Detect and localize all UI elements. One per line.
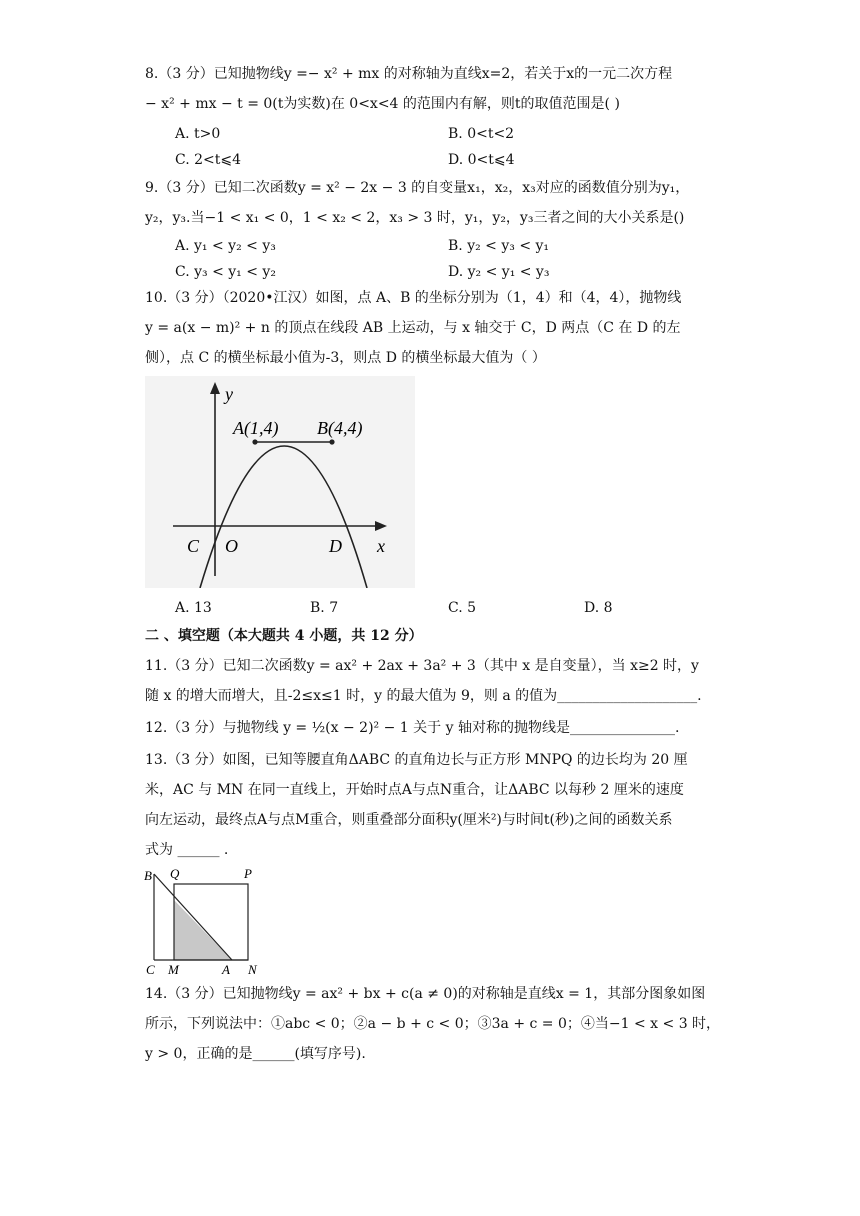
q9-option-b: B. y₂ < y₃ < y₁ [448, 238, 550, 254]
q8-option-d: D. 0<t⩽4 [448, 152, 515, 168]
q9-option-c: C. y₃ < y₁ < y₂ [175, 264, 276, 280]
y-axis-label: y [225, 384, 233, 404]
q8-line1: 8.（3 分）已知抛物线y =− x² + mx 的对称轴为直线x=2，若关于x的一元二次方程 [145, 66, 673, 82]
q10-line2: y = a(x − m)² + n 的顶点在线段 AB 上运动，与 x 轴交于 C，D 两点（C 在 D 的左 [145, 320, 681, 336]
section-heading-fill-in: 二 、填空题（本大题共 4 小题，共 12 分） [145, 628, 423, 644]
label-n: N [248, 962, 257, 977]
label-o: O [225, 536, 238, 556]
q10-option-a: A. 13 [175, 600, 212, 616]
label-p: P [244, 866, 252, 881]
q10-option-c: C. 5 [448, 600, 477, 616]
q9-line2: y₂，y₃.当−1 < x₁ < 0，1 < x₂ < 2，x₃ > 3 时，y₁，y₂，y₃三者之间的大小关系是() [145, 210, 685, 226]
q14-line1: 14.（3 分）已知抛物线y = ax² + bx + c(a ≠ 0)的对称轴是直线x = 1，其部分图象如图 [145, 986, 706, 1002]
q10-line3: 侧），点 C 的横坐标最小值为-3，则点 D 的横坐标最大值为（ ） [145, 350, 546, 366]
q13-line3: 向左运动，最终点A与点M重合，则重叠部分面积y(厘米²)与时间t(秒)之间的函数关系 [145, 812, 673, 828]
label-b: B(4,4) [317, 418, 363, 438]
q14-line2: 所示，下列说法中：①abc < 0；②a − b + c < 0；③3a + c = 0；④当−1 < x < 3 时， [145, 1016, 721, 1032]
label-b: B [144, 868, 152, 883]
q8-line2: − x² + mx − t = 0(t为实数)在 0<x<4 的范围内有解，则t的取值范围是( ) [145, 96, 620, 112]
q13-line1: 13.（3 分）如图，已知等腰直角ΔABC 的直角边长与正方形 MNPQ 的边长均为 20 厘 [145, 752, 688, 768]
q13-triangle-square-figure [140, 864, 270, 978]
point-a [252, 439, 257, 444]
q10-option-d: D. 8 [584, 600, 613, 616]
point-b [329, 439, 334, 444]
q13-line4: 式为 ______ . [145, 842, 229, 858]
q11-line2: 随 x 的增大而增大，且-2≤x≤1 时，y 的最大值为 9，则 a 的值为____________________. [145, 688, 702, 704]
q13-line2: 米，AC 与 MN 在同一直线上，开始时点A与点N重合，让ΔABC 以每秒 2 厘米的速度 [145, 782, 684, 798]
q9-option-d: D. y₂ < y₁ < y₃ [448, 264, 550, 280]
label-a: A [222, 962, 230, 977]
q10-parabola-figure [145, 376, 415, 588]
q8-option-c: C. 2<t⩽4 [175, 152, 242, 168]
label-q: Q [170, 866, 180, 881]
q10-line1: 10.（3 分）（2020•江汉）如图，点 A、B 的坐标分别为（1，4）和（4，4），抛物线 [145, 290, 682, 306]
q9-line1: 9.（3 分）已知二次函数y = x² − 2x − 3 的自变量x₁，x₂，x₃对应的函数值分别为y₁， [145, 180, 690, 196]
q12-line1: 12.（3 分）与抛物线 y = ½(x − 2)² − 1 关于 y 轴对称的抛物线是_______________. [145, 720, 680, 736]
q10-option-b: B. 7 [310, 600, 339, 616]
q14-line3: y > 0，正确的是______(填写序号). [145, 1046, 366, 1062]
q8-option-a: A. t>0 [175, 126, 221, 142]
q11-line1: 11.（3 分）已知二次函数y = ax² + 2ax + 3a² + 3（其中 x 是自变量），当 x≥2 时，y [145, 658, 699, 674]
figure-background [145, 376, 415, 588]
q9-option-a: A. y₁ < y₂ < y₃ [175, 238, 276, 254]
label-a: A(1,4) [233, 418, 279, 438]
label-d: D [329, 536, 342, 556]
label-m: M [168, 962, 179, 977]
label-c: C [187, 536, 200, 556]
q8-option-b: B. 0<t<2 [448, 126, 515, 142]
x-axis-label: x [377, 536, 385, 556]
label-c: C [146, 962, 155, 977]
